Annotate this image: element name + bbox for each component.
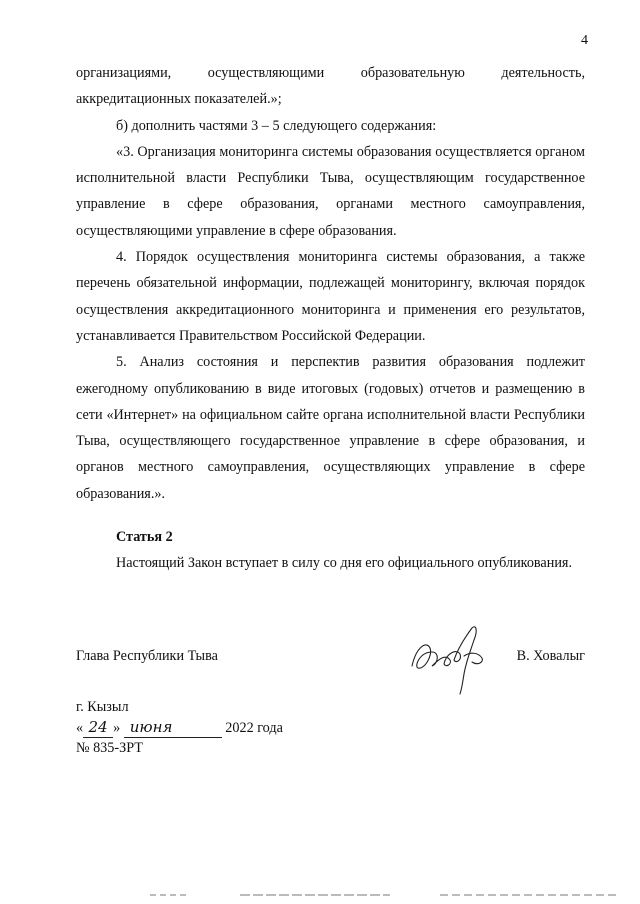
handwritten-signature [406, 618, 496, 698]
date-open-quote: « [76, 720, 84, 736]
article-text: Настоящий Закон вступает в силу со дня его официального опубликования. [116, 555, 572, 572]
bottom-scan-marks [150, 892, 620, 898]
signature-block [76, 640, 585, 700]
signatory-title: Глава Республики Тыва [76, 648, 218, 664]
paragraph-part-3: «3. Организация мониторинга системы образования осуществляется органом исполнительной власти Республики Тыва, осуществляющим государственное управление в сфере образования, органами местного самоуправления, осуществляющими управление в сфере образования. [76, 143, 585, 239]
paragraph-amendment-b: б) дополнить частями 3 – 5 следующего содержания: [116, 117, 437, 134]
paragraph-part-4: 4. Порядок осуществления мониторинга системы образования, а также перечень обязательной информации, подлежащей мониторингу, включая порядок осуществления аккредитационного мониторинга и применения его результатов, устанавливается Правительством Российской Федерации. [76, 249, 585, 344]
article-heading: Статья 2 [116, 529, 173, 545]
paragraph-part-5: 5. Анализ состояния и перспектив развития образования подлежит ежегодному опубликованию в виде итоговых (годовых) отчетов и размещению в сети «Интернет» на официальном сайте органа исполнительной власти Республики Тыва, осуществляющего государственное управление в сфере образования, и органов местного самоуправления, осуществляющих управление в сфере образования.». [76, 354, 585, 502]
date-close-quote: » [113, 720, 121, 736]
date-day: 24 [83, 717, 113, 738]
law-number: № 835-ЗРТ [76, 740, 143, 756]
city: г. Кызыл [76, 699, 129, 715]
paragraph-continuation: организациями, осуществляющими образовательную деятельность, аккредитационных показателей.»; [76, 65, 585, 108]
law-body-text [76, 60, 585, 507]
date-year: 2022 года [225, 720, 283, 736]
page-number: 4 [581, 33, 588, 48]
adoption-date [76, 717, 283, 738]
signatory-name: В. Ховалыг [516, 648, 585, 664]
date-month: июня [124, 717, 222, 738]
article-2 [76, 524, 585, 577]
place-date-number [76, 697, 283, 758]
